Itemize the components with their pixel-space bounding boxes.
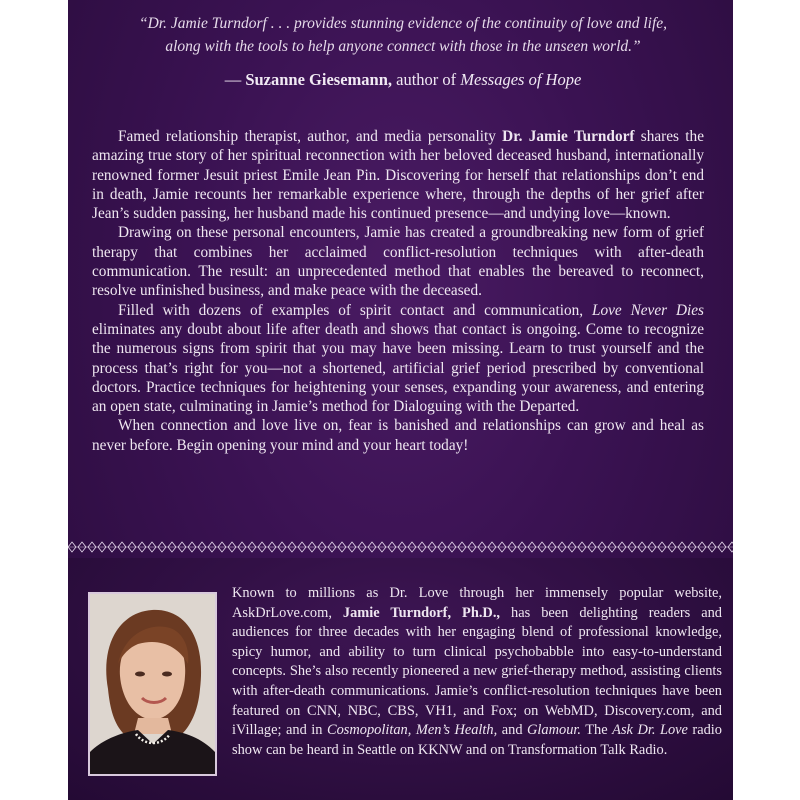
quote-attribution	[98, 70, 708, 90]
author-section	[68, 558, 733, 800]
bio-author-name: Jamie Turndorf, Ph.D.,	[342, 604, 501, 621]
portrait-illustration	[90, 594, 215, 774]
decorative-divider	[68, 540, 733, 554]
author-name: Dr. Jamie Turndorf	[502, 128, 635, 145]
author-photo	[88, 592, 217, 776]
bio-magazine-glamour: Glamour.	[527, 722, 582, 739]
description-paragraph-2: Drawing on these personal encounters, Jamie has created a groundbreaking new form of grief therapy that combines her acclaimed conflict-resolution techniques with after-death communication. The result: an unprecedented method that enables the bereaved to reconnect, resolve unfinished business, and make peace with the deceased.	[92, 224, 704, 300]
description-paragraph-4: When connection and love live on, fear is banished and relationships can grow and heal as never before. Begin opening your mind and your heart today!	[92, 417, 704, 454]
endorsement-quote	[98, 12, 708, 58]
book-title: Love Never Dies	[591, 301, 704, 319]
book-description	[92, 127, 704, 455]
attribution-book: Messages of Hope	[460, 70, 582, 89]
bio-radio-show: Ask Dr. Love	[612, 722, 688, 739]
description-paragraph-1: Famed relationship therapist, author, and media personality Dr. Jamie Turndorf shares the amazing true story of her spiritual reconnection with her beloved deceased husband, internationally renowned former Jesuit priest Emile Jean Pin. Discovering for herself that relationships don’t end in death, Jamie recounts her remarkable experience where, through the depths of her grief after Jean’s sudden passing, her husband made his continued presence—and undying love—known.	[92, 128, 704, 223]
description-paragraph-3: Filled with dozens of examples of spirit contact and communication, Love Never Dies eliminates any doubt about life after death and shows that contact is ongoing. Come to recognize the numerous signs from spirit that you may have been missing. Learn to trust yourself and the process that’s right for you—not a shortened, artificial grief period prescribed by conventional doctors. Practice techniques for heightening your senses, expanding your awareness, and entering an open state, culminating in Jamie’s method for Dialoguing with the Departed.	[92, 301, 704, 416]
attribution-dash: —	[224, 70, 246, 89]
quote-line-1: “Dr. Jamie Turndorf . . . provides stunning evidence of the continuity of love and life,	[138, 15, 668, 32]
author-bio: Known to millions as Dr. Love through her immensely popular website, AskDrLove.com, Jamie Turndorf, Ph.D., has been delighting readers and audiences for three decades with her engaging blend of professional knowledge, spicy humor, and ability to turn clinical psychobabble into easy-to-understand concepts. She’s also recently pioneered a new grief-therapy method, assisting clients with after-death communications. Jamie’s conflict-resolution techniques have been featured on CNN, NBC, CBS, VH1, and Fox; on WebMD, Discovery.com, and iVillage; and in Cosmopolitan, Men’s Health, and Glamour. The Ask Dr. Love radio show can be heard in Seattle on KKNW and on Transformation Talk Radio.	[232, 585, 723, 758]
attribution-author: Suzanne Giesemann,	[245, 70, 393, 89]
attribution-role: author of	[392, 70, 461, 89]
back-cover	[68, 0, 733, 800]
bio-magazines: Cosmopolitan, Men’s Health,	[326, 722, 498, 739]
quote-line-2: along with the tools to help anyone connect with those in the unseen world.”	[165, 38, 641, 55]
